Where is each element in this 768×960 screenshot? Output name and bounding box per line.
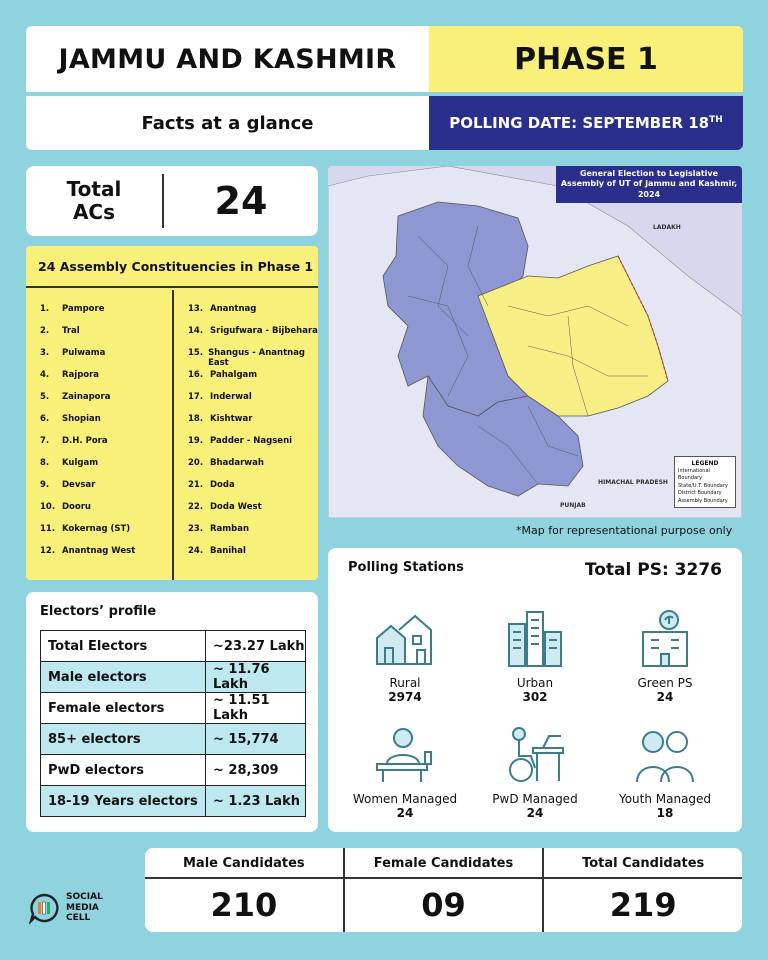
map-card	[328, 166, 742, 518]
male-candidates-value: 210	[210, 886, 278, 924]
polling-date-text: POLLING DATE: SEPTEMBER 18	[449, 114, 710, 132]
ps-urban-label: Urban	[516, 676, 554, 690]
map-legend-title: LEGEND	[691, 459, 719, 467]
constituencies-right-column	[172, 290, 318, 580]
green-building-icon	[596, 604, 734, 668]
total-acs-label-line2: ACs	[72, 200, 116, 224]
polling-date-card	[429, 96, 743, 150]
electors-label: PwD electors	[41, 755, 206, 786]
female-candidates	[343, 848, 543, 932]
constituency-name: Ramban	[210, 524, 250, 534]
constituency-name: Pahalgam	[210, 370, 258, 380]
constituency-item	[188, 304, 318, 326]
female-candidates-label: Female Candidates	[345, 856, 543, 879]
ps-green-value: 24	[656, 690, 674, 704]
electors-row	[41, 724, 306, 755]
map-disclaimer: *Map for representational purpose only	[516, 524, 733, 537]
constituency-number: 19.	[188, 436, 204, 446]
ps-rural-label: Rural	[389, 676, 421, 690]
page-subtitle: Facts at a glance	[141, 112, 314, 134]
ps-youth	[596, 720, 734, 820]
constituency-item	[188, 524, 318, 546]
constituency-number: 24.	[188, 546, 204, 556]
electors-label: Total Electors	[41, 631, 206, 662]
constituency-name: Zainapora	[62, 392, 111, 402]
constituency-item	[40, 392, 172, 414]
constituency-number: 21.	[188, 480, 204, 490]
electors-value: ~ 15,774	[206, 724, 306, 755]
constituency-item	[40, 304, 172, 326]
electors-label: Female electors	[41, 693, 206, 724]
ps-youth-value: 18	[656, 806, 674, 820]
constituency-item	[188, 546, 318, 568]
constituency-number: 10.	[40, 502, 56, 512]
subtitle-card	[26, 96, 429, 150]
constituency-item	[40, 458, 172, 480]
constituency-item	[40, 436, 172, 458]
constituency-name: Tral	[62, 326, 80, 336]
constituencies-left-column	[26, 290, 172, 580]
candidates-card	[145, 848, 742, 932]
constituency-number: 2.	[40, 326, 50, 336]
constituency-number: 14.	[188, 326, 204, 336]
ps-green	[596, 604, 734, 704]
polling-date	[449, 114, 723, 132]
electors-row	[41, 662, 306, 693]
phase-label: PHASE 1	[514, 41, 658, 77]
male-candidates	[145, 848, 343, 932]
constituency-name: Srigufwara - Bijbehara	[210, 326, 318, 336]
constituency-item	[188, 480, 318, 502]
constituency-name: Doda West	[210, 502, 262, 512]
constituency-number: 22.	[188, 502, 204, 512]
constituency-number: 9.	[40, 480, 50, 490]
electors-value: ~ 11.51 Lakh	[206, 693, 306, 724]
constituency-number: 5.	[40, 392, 50, 402]
ps-pwd-label: PwD Managed	[492, 792, 578, 806]
polling-date-suffix: TH	[709, 115, 723, 125]
constituency-number: 16.	[188, 370, 204, 380]
female-candidates-value: 09	[421, 886, 466, 924]
constituency-name: Padder - Nagseni	[210, 436, 293, 446]
ps-youth-label: Youth Managed	[618, 792, 712, 806]
polling-stations-heading: Polling Stations	[348, 560, 464, 575]
constituency-item	[40, 348, 172, 370]
constituency-number: 17.	[188, 392, 204, 402]
constituency-item	[40, 480, 172, 502]
constituency-number: 1.	[40, 304, 50, 314]
logo-line1: SOCIAL	[66, 892, 103, 903]
constituency-name: Inderwal	[210, 392, 252, 402]
ps-rural	[336, 604, 474, 704]
electors-value: ~ 28,309	[206, 755, 306, 786]
electors-row	[41, 755, 306, 786]
map-label-ladakh: LADAKH	[653, 224, 681, 231]
constituency-item	[188, 414, 318, 436]
constituency-name: Kulgam	[62, 458, 99, 468]
total-candidates-value: 219	[609, 886, 677, 924]
electors-value: ~ 1.23 Lakh	[206, 786, 306, 817]
electors-row	[41, 631, 306, 662]
constituencies-heading: 24 Assembly Constituencies in Phase 1	[26, 246, 318, 288]
male-candidates-label: Male Candidates	[145, 856, 343, 879]
electors-label: Male electors	[41, 662, 206, 693]
map-legend-item: Assembly Boundary	[678, 497, 728, 504]
ps-women-label: Women Managed	[352, 792, 458, 806]
constituency-number: 6.	[40, 414, 50, 424]
constituency-item	[40, 414, 172, 436]
constituency-name: Shopian	[62, 414, 101, 424]
total-acs-label	[26, 174, 164, 228]
constituency-number: 20.	[188, 458, 204, 468]
constituency-number: 15.	[188, 348, 204, 358]
constituency-name: Devsar	[62, 480, 96, 490]
social-media-cell-logo	[28, 892, 103, 924]
map-legend-item: State/U.T. Boundary	[678, 482, 728, 489]
constituency-name: Kokernag (ST)	[62, 524, 131, 534]
constituency-name: Anantnag West	[62, 546, 136, 556]
constituency-item	[188, 326, 318, 348]
constituency-number: 8.	[40, 458, 50, 468]
constituency-item	[40, 502, 172, 524]
ps-urban-value: 302	[522, 690, 548, 704]
ps-pwd	[466, 720, 604, 820]
electors-row	[41, 786, 306, 817]
constituency-name: Shangus - Anantnag East	[208, 348, 306, 368]
ps-women-value: 24	[396, 806, 414, 820]
constituency-item	[40, 370, 172, 392]
constituency-name: Pampore	[62, 304, 105, 314]
constituency-number: 11.	[40, 524, 56, 534]
constituency-name: Kishtwar	[210, 414, 253, 424]
constituency-number: 13.	[188, 304, 204, 314]
map-legend-item: International Boundary	[678, 467, 710, 481]
houses-icon	[336, 604, 474, 668]
total-candidates	[542, 848, 742, 932]
constituency-item	[40, 546, 172, 568]
polling-stations-total: Total PS: 3276	[584, 560, 722, 580]
constituency-number: 3.	[40, 348, 50, 358]
constituency-item	[40, 524, 172, 546]
map-label-himachal: HIMACHAL PRADESH	[598, 479, 668, 486]
total-acs-label-line1: Total	[66, 177, 122, 201]
constituency-item	[188, 458, 318, 480]
electors-value: ~23.27 Lakh	[206, 631, 306, 662]
phase-card	[429, 26, 743, 92]
electors-row	[41, 693, 306, 724]
ps-green-label: Green PS	[637, 676, 693, 690]
constituency-item	[188, 348, 318, 370]
total-acs-value: 24	[214, 179, 268, 223]
total-candidates-label: Total Candidates	[544, 856, 742, 879]
buildings-icon	[466, 604, 604, 668]
map-label-punjab: PUNJAB	[560, 502, 586, 509]
constituency-number: 23.	[188, 524, 204, 534]
map-legend	[674, 456, 736, 509]
constituency-item	[188, 392, 318, 414]
ps-urban	[466, 604, 604, 704]
constituency-name: Anantnag	[210, 304, 257, 314]
electors-label: 18-19 Years electors	[41, 786, 206, 817]
constituencies-card	[26, 246, 318, 580]
constituency-item	[188, 502, 318, 524]
electors-value: ~ 11.76 Lakh	[206, 662, 306, 693]
constituency-item	[188, 436, 318, 458]
constituency-name: Bhadarwah	[210, 458, 264, 468]
constituency-number: 12.	[40, 546, 56, 556]
map-legend-item: District Boundary	[678, 490, 722, 496]
logo-line2: MEDIA	[66, 902, 99, 913]
youth-icon	[596, 720, 734, 784]
constituency-name: Pulwama	[62, 348, 106, 358]
ps-women	[336, 720, 474, 820]
electors-label: 85+ electors	[41, 724, 206, 755]
constituency-item	[188, 370, 318, 392]
woman-desk-icon	[336, 720, 474, 784]
ps-rural-value: 2974	[388, 690, 422, 704]
chat-bubble-logo-icon	[28, 892, 60, 924]
constituency-name: Dooru	[62, 502, 91, 512]
constituency-name: Banihal	[210, 546, 246, 556]
title-card	[26, 26, 429, 92]
polling-stations-card	[328, 548, 742, 832]
constituency-name: Doda	[210, 480, 235, 490]
constituency-name: D.H. Pora	[62, 436, 108, 446]
total-acs-card	[26, 166, 318, 236]
ps-pwd-value: 24	[526, 806, 544, 820]
constituency-item	[40, 326, 172, 348]
constituency-number: 7.	[40, 436, 50, 446]
constituency-number: 4.	[40, 370, 50, 380]
logo-line3: CELL	[66, 913, 91, 924]
constituency-number: 18.	[188, 414, 204, 424]
constituency-name: Rajpora	[62, 370, 100, 380]
page-title: JAMMU AND KASHMIR	[58, 43, 397, 75]
electors-profile-card	[26, 592, 318, 832]
map-title: General Election to Legislative Assembly of UT of Jammu and Kashmir, 2024	[556, 166, 742, 203]
logo-text	[66, 892, 103, 923]
electors-table	[40, 630, 306, 817]
electors-heading: Electors’ profile	[40, 604, 157, 619]
wheelchair-desk-icon	[466, 720, 604, 784]
